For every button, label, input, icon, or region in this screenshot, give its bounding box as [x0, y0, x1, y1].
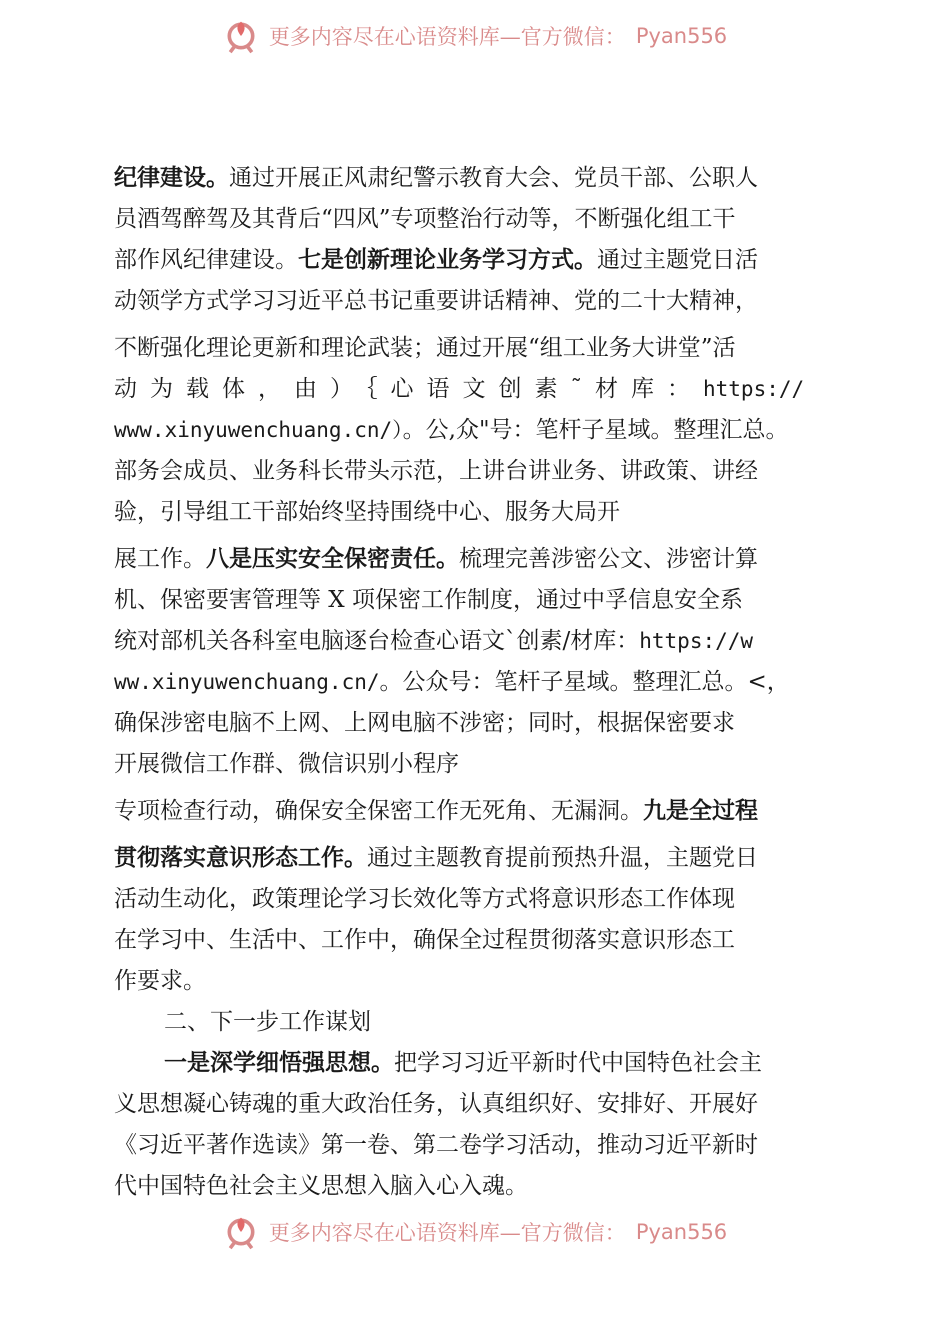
paragraph-line [114, 539, 844, 580]
paragraph-line: 机、保密要害管理等 X 项保密工作制度，通过中孚信息安全系 [114, 587, 743, 613]
text-run: 梳理完善涉密公文、涉密计算 [459, 546, 758, 572]
paragraph-line: 在学习中、生活中、工作中，确保全过程贯彻落实意识形态工 [114, 927, 735, 953]
bold-phrase: 八是压实安全保密责任。 [206, 546, 459, 572]
url-text: https://w [639, 629, 754, 653]
paragraph-line: 《习近平著作选读》第一卷、第二卷学习活动，推动习近平新时 [114, 1132, 758, 1158]
paragraph-line: 动领学方式学习习近平总书记重要讲话精神、党的二十大精神， [114, 288, 758, 314]
paragraph-line [114, 621, 844, 662]
text-run: 展工作。 [114, 546, 206, 572]
bold-phrase: 七是创新理论业务学习方式。 [298, 247, 597, 273]
bold-phrase: 九是全过程 [643, 798, 758, 824]
header-watermark-banner [0, 14, 950, 58]
paragraph-line: 义思想凝心铸魂的重大政治任务，认真组织好、安排好、开展好 [114, 1091, 758, 1117]
bold-phrase: 贯彻落实意识形态工作。 [114, 845, 367, 871]
text-run: 。公,众"号：笔杆子星域。整理汇总。 [402, 417, 789, 443]
text-run: 通过主题教育提前预热升温，主题党日 [367, 845, 758, 871]
paragraph-line [114, 662, 844, 703]
paragraph-line [114, 158, 844, 199]
paragraph-line: 开展微信工作群、微信识别小程序 [114, 751, 459, 777]
section-heading: 二、下一步工作谋划 [164, 1009, 371, 1035]
text-run: 把学习习近平新时代中国特色社会主 [394, 1050, 762, 1076]
paragraph-line [114, 369, 844, 410]
text-run: 通过开展正风肃纪警示教育大会、党员干部、公职人 [229, 165, 758, 191]
paragraph-line: 活动生动化，政策理论学习长效化等方式将意识形态工作体现 [114, 886, 735, 912]
paragraph-line [114, 791, 844, 832]
text-run: 。公众号：笔杆子星域。整理汇总。<， [379, 669, 790, 695]
paragraph-line [114, 1043, 844, 1084]
url-text: ww.xinyuwenchuang.cn/ [114, 670, 380, 694]
paragraph-line [114, 838, 844, 879]
text-run: 动为载体，由）｛心语文创素˜材库： [114, 376, 703, 402]
banner-wechat-id: Pyan556 [635, 24, 728, 48]
paragraph-line: 作要求。 [114, 968, 206, 994]
paragraph-line [114, 410, 844, 451]
paragraph-line: 确保涉密电脑不上网、上网电脑不涉密；同时，根据保密要求 [114, 710, 735, 736]
paragraph-line: 不断强化理论更新和理论武装；通过开展“组工业务大讲堂”活 [114, 335, 736, 361]
paragraph-line: 代中国特色社会主义思想入脑入心入魂。 [114, 1173, 528, 1199]
url-text: www.xinyuwenchuang.cn/） [114, 418, 403, 442]
paragraph-line [114, 240, 844, 281]
text-run: 统对部机关各科室电脑逐台检查心语文`创素/材库： [114, 628, 640, 654]
banner-wechat-id: Pyan556 [635, 1220, 728, 1244]
bold-phrase: 纪律建设。 [114, 165, 229, 191]
text-run: 专项检查行动，确保安全保密工作无死角、无漏洞。 [114, 798, 643, 824]
banner-text: 更多内容尽在心语资料库—官方微信： [268, 25, 626, 49]
document-body [114, 158, 844, 1207]
text-run: 部作风纪律建设。 [114, 247, 298, 273]
paragraph-line: 部务会成员、业务科长带头示范，上讲台讲业务、讲政策、讲经 [114, 458, 758, 484]
text-run: 通过主题党日活 [597, 247, 758, 273]
ribbon-logo-icon [223, 18, 259, 54]
ribbon-logo-icon [223, 1214, 259, 1250]
url-text: https:// [703, 377, 805, 401]
paragraph-line: 验，引导组工干部始终坚持围绕中心、服务大局开 [114, 499, 620, 525]
footer-watermark-banner [0, 1210, 950, 1254]
bold-phrase: 一是深学细悟强思想。 [164, 1050, 394, 1076]
banner-text: 更多内容尽在心语资料库—官方微信： [268, 1221, 626, 1245]
paragraph-line: 员酒驾醉驾及其背后“四风”专项整治行动等，不断强化组工干 [114, 206, 736, 232]
